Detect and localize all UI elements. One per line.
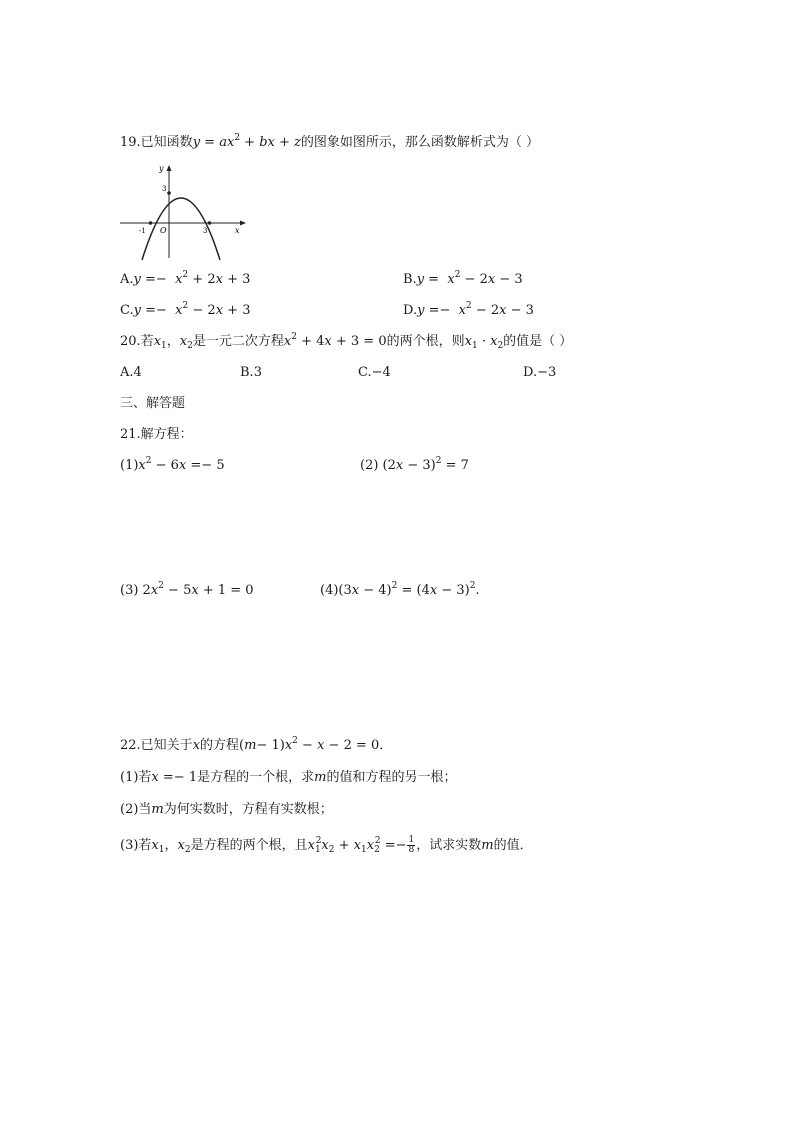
q21-part2-label: (2) [360, 458, 379, 473]
q19-stem [120, 134, 539, 152]
option-b-formula: $y = x^2 - 2x - 3$ [416, 270, 523, 287]
option-c-formula: $y =- x^2 - 2x + 3$ [133, 301, 251, 318]
q22-part2 [120, 801, 333, 819]
q21-part2-equation: $(2x - 3)^2 = 7$ [378, 456, 469, 473]
q21-part4-equation: $(3x - 4)^2 = (4x - 3)^2$. [338, 581, 480, 598]
fraction-numerator: 1 [408, 835, 415, 845]
q22-part3-mid2: ，试求实数 [416, 838, 482, 853]
q21-part3-equation: $2x^2 - 5x + 1 = 0$ [138, 581, 254, 598]
option-c-label: C. [120, 303, 134, 318]
q22-part1-post: 的值和方程的另一根； [326, 770, 457, 785]
q20-option-b-value: 3 [253, 365, 262, 380]
option-b-label: B. [403, 272, 417, 287]
q22-part1-root: x =− 1 [151, 770, 198, 785]
tick-label-neg1: -1 [139, 227, 146, 235]
q21-part2 [360, 457, 469, 475]
origin-label: O [160, 226, 167, 235]
q22-part3-comma: ， [164, 838, 178, 853]
q21-part3-label: (3) [120, 583, 139, 598]
q20-equation: $x^2 + 4x + 3 = 0$ [283, 332, 387, 349]
q22-part3-m: m [481, 838, 494, 853]
q19-parabola-graph [115, 160, 255, 260]
q19-option-b [403, 271, 523, 289]
q20-option-a [120, 364, 142, 382]
q22-part3-x2: $x_2$ [177, 838, 191, 855]
q22-part2-post: 为何实数时，方程有实数根； [163, 802, 333, 817]
q19-option-d [403, 302, 534, 320]
option-d-label: D. [403, 303, 418, 318]
q20-option-a-value: 4 [133, 365, 142, 380]
q20-option-c-value: −4 [371, 365, 391, 380]
x-axis-label: x [235, 226, 240, 235]
q20-option-d-value: −3 [537, 365, 557, 380]
q20-option-d [523, 364, 556, 382]
point-neg1 [149, 221, 153, 225]
q22-equation: $(m- 1)x^2 - x - 2 = 0$． [239, 736, 393, 753]
q19-function-formula: $y = ax^2$ + bx + z [192, 133, 301, 150]
y-axis-label: y [159, 164, 164, 173]
q21-part1-equation: $x^2 - 6x =- 5$ [138, 456, 225, 473]
q19-stem-post: 的图象如图所示，那么函数解析式为（ ） [300, 135, 540, 150]
q22-part1 [120, 769, 456, 787]
q22-part3-post: 的值． [493, 838, 533, 853]
q22-stem-pre: 22.已知关于 [120, 738, 193, 753]
q21-part1 [120, 457, 225, 475]
q21-part4 [320, 582, 480, 600]
q20-stem-mid: 是一元二次方程 [192, 334, 284, 349]
q21-part4-label: (4) [320, 583, 339, 598]
q21-part3 [120, 582, 254, 600]
tick-label-y3: 3 [162, 185, 167, 193]
q20-product: $x_1 \cdot x_2$ [464, 334, 504, 351]
q20-option-b [240, 364, 262, 382]
parabola-curve [142, 198, 220, 260]
q22-part3-pre: (3)若 [120, 838, 152, 853]
q20-stem-post: 的值是（ ） [503, 334, 573, 349]
q22-part1-mid: 是方程的一个根，求 [197, 770, 315, 785]
q20-x1: $x_1$ [153, 334, 167, 351]
fraction-denominator: 8 [408, 845, 415, 855]
q20-stem-pre: 20.若 [120, 334, 154, 349]
point-3 [208, 221, 212, 225]
q20-stem-mid2: 的两个根，则 [386, 334, 465, 349]
option-a-label: A. [120, 272, 134, 287]
q19-option-c [120, 302, 250, 320]
q19-stem-pre: 19.已知函数 [120, 135, 193, 150]
q20-option-b-label: B. [240, 365, 254, 380]
point-y3 [167, 191, 171, 195]
q20-option-d-label: D. [523, 365, 538, 380]
q22-part3-mid: 是方程的两个根，且 [190, 838, 308, 853]
q22-part3-expression: $x_1^2x_2 + x_1x_2^2$ =− [307, 836, 407, 855]
q22-stem-mid: 的方程 [200, 738, 240, 753]
section-title: 三、解答题 [120, 396, 186, 411]
x-axis-arrow-icon [240, 221, 246, 226]
q20-option-c [358, 364, 391, 382]
q19-option-a [120, 271, 250, 289]
q20-option-a-label: A. [120, 365, 134, 380]
q20-stem [120, 333, 572, 351]
q22-part2-pre: (2)当 [120, 802, 152, 817]
q21-stem: 21.解方程： [120, 427, 193, 442]
q20-comma: ， [166, 334, 180, 349]
option-d-formula: $y =- x^2 - 2x - 3$ [417, 301, 534, 318]
q22-var-x: x [192, 738, 201, 753]
option-a-formula: $y =- x^2 + 2x + 3$ [133, 270, 251, 287]
q22-part3-fraction [407, 836, 415, 855]
q22-part3 [120, 836, 533, 855]
q20-x2: $x_2$ [179, 334, 193, 351]
q22-stem [120, 737, 392, 755]
tick-label-x3: 3 [203, 227, 208, 235]
y-axis-arrow-icon [167, 165, 172, 171]
q22-part3-x1: $x_1$ [151, 838, 165, 855]
q22-part2-m: m [151, 802, 164, 817]
q22-part1-m: m [314, 770, 327, 785]
q22-part1-pre: (1)若 [120, 770, 152, 785]
q21-part1-label: (1) [120, 458, 139, 473]
q20-option-c-label: C. [358, 365, 372, 380]
